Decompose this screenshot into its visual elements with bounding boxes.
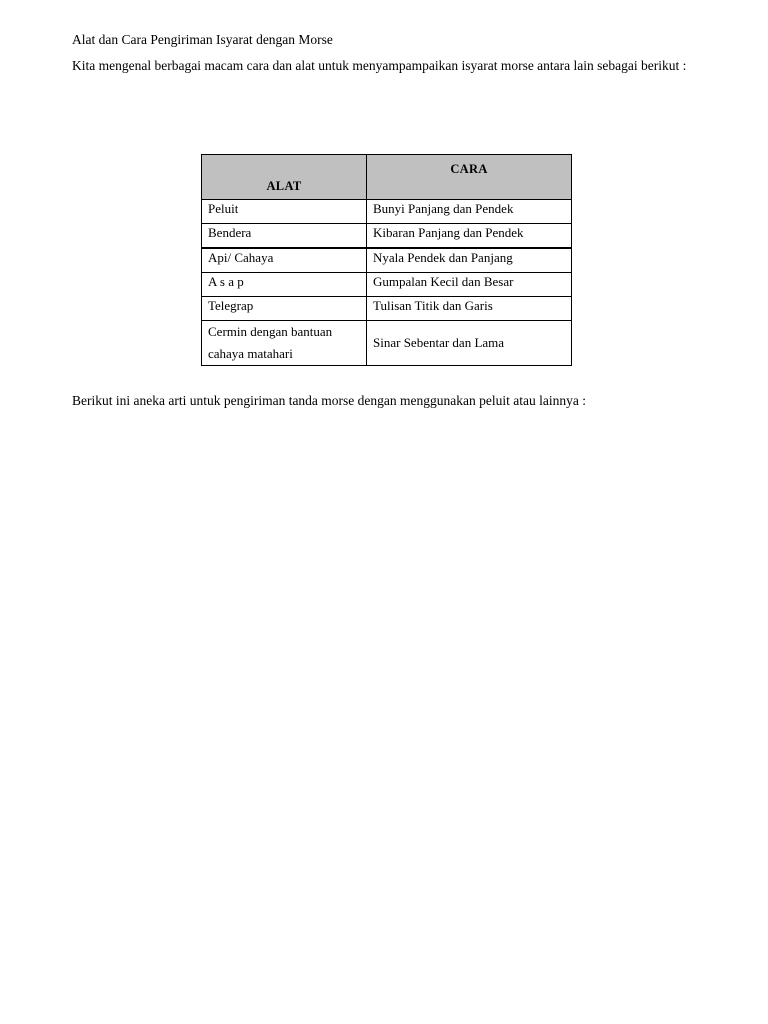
cara-cell: Kibaran Panjang dan Pendek [367, 224, 572, 249]
intro-paragraph: Kita mengenal berbagai macam cara dan alat untuk menyampampaikan isyarat morse antara lain sebagai berikut : [72, 58, 687, 73]
alat-cell: Telegrap [202, 297, 367, 321]
table-row [202, 273, 572, 297]
table-header-row [202, 155, 572, 200]
page-title: Alat dan Cara Pengiriman Isyarat dengan Morse [72, 32, 333, 47]
alat-cell: Api/ Cahaya [202, 248, 367, 273]
alat-cell: Peluit [202, 200, 367, 224]
morse-tools-table [201, 154, 572, 366]
header-cara: CARA [367, 155, 572, 200]
table-row [202, 248, 572, 273]
outro-paragraph: Berikut ini aneka arti untuk pengiriman tanda morse dengan menggunakan peluit atau lainnya : [72, 393, 586, 408]
alat-cell: Cermin dengan bantuan cahaya matahari [202, 321, 367, 366]
cara-cell: Gumpalan Kecil dan Besar [367, 273, 572, 297]
alat-cell: Bendera [202, 224, 367, 249]
table-row [202, 200, 572, 224]
table-row [202, 297, 572, 321]
header-alat: ALAT [202, 155, 367, 200]
cara-cell: Sinar Sebentar dan Lama [367, 321, 572, 366]
cara-cell: Nyala Pendek dan Panjang [367, 248, 572, 273]
alat-cell: A s a p [202, 273, 367, 297]
table-row [202, 224, 572, 249]
cara-cell: Bunyi Panjang dan Pendek [367, 200, 572, 224]
table-row [202, 321, 572, 366]
cara-cell: Tulisan Titik dan Garis [367, 297, 572, 321]
